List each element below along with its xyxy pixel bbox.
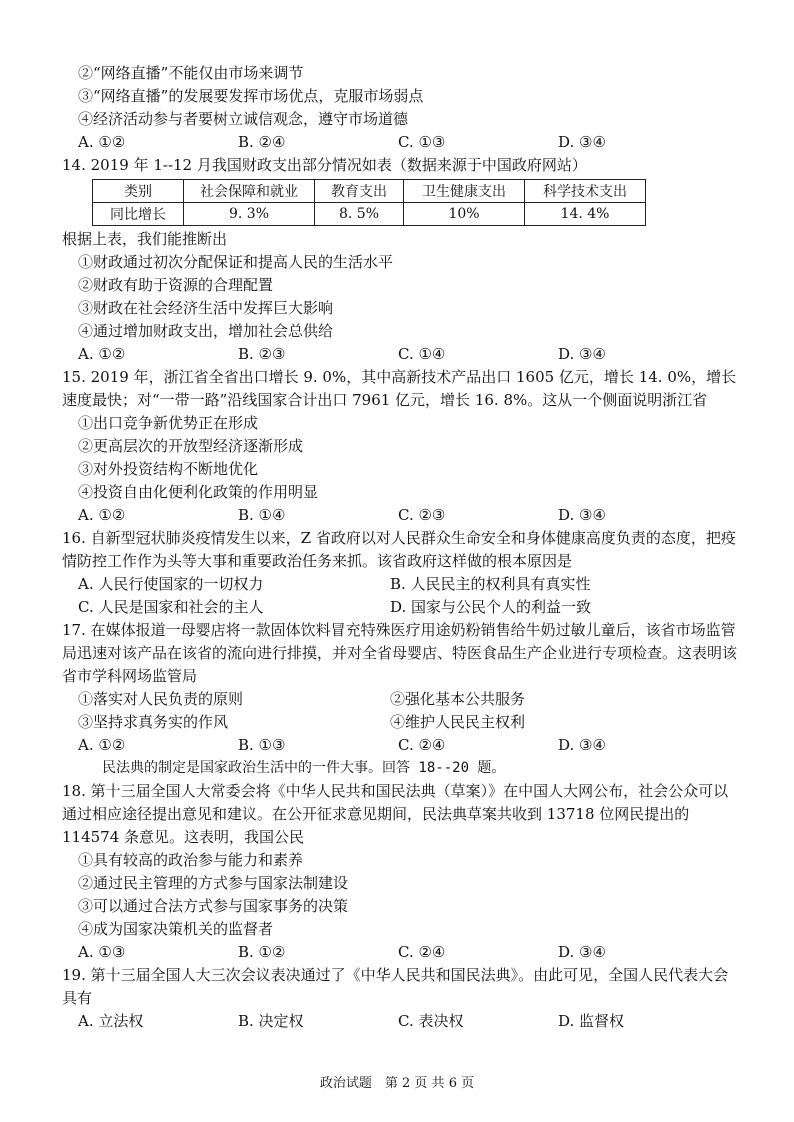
table-header: 卫生健康支出 xyxy=(404,180,525,203)
option-a: A. ①② xyxy=(78,736,126,754)
section-note: 民法典的制定是国家政治生活中的一件大事。回答 18--20 题。 xyxy=(102,760,506,776)
statements xyxy=(62,711,742,734)
table-cell: 10% xyxy=(404,203,525,226)
fiscal-table xyxy=(92,179,646,226)
question-stem: 18. 第十三届全国人大常委会将《中华人民共和国民法典（草案）》在中国人大网公布，社会公众可以通过相应途径提出意见和建议。在公开征求意见期间，民法典草案共收到 13718 位网民提出的 114574 条意见。这表明，我国公民 xyxy=(62,782,729,846)
question-stem: 19. 第十三届全国人大三次会议表决通过了《中华人民共和国民法典》。由此可见，全国人民代表大会具有 xyxy=(62,966,729,1007)
answer-options xyxy=(62,131,742,154)
option-c: C. 表决权 xyxy=(398,1012,464,1030)
statement: ②财政有助于资源的合理配置 xyxy=(78,276,274,294)
option-d: D. 国家与公民个人的利益一致 xyxy=(390,598,592,616)
question-stem: 17. 在媒体报道一母婴店将一款固体饮料冒充特殊医疗用途奶粉销售给牛奶过敏儿童后，该省市场监管局迅速对该产品在该省的流向进行排摸，并对全省母婴店、特医食品生产企业进行专项检查。这表明该省市学科网场监管局 xyxy=(62,621,738,685)
statement: ①具有较高的政治参与能力和素养 xyxy=(78,851,304,869)
question-stem: 15. 2019 年，浙江省全省出口增长 9. 0%，其中高新技术产品出口 1605 亿元，增长 14. 0%，增长速度最快；对“一带一路”沿线国家合计出口 7961 亿元，增长 16. 8%。这从一个侧面说明浙江省 xyxy=(62,368,737,409)
option-d: D. ③④ xyxy=(558,345,606,363)
option-b: B. ②④ xyxy=(238,133,286,151)
table-header: 社会保障和就业 xyxy=(184,180,315,203)
option-a: A. ①③ xyxy=(78,943,126,961)
answer-options xyxy=(62,734,742,757)
option-d: D. 监督权 xyxy=(558,1012,625,1030)
statement: ②更高层次的开放型经济逐渐形成 xyxy=(78,437,304,455)
answer-options xyxy=(62,504,742,527)
option-a: A. ①② xyxy=(78,506,126,524)
option-a: A. ①② xyxy=(78,133,126,151)
table-header: 科学技术支出 xyxy=(525,180,646,203)
statement: ②强化基本公共服务 xyxy=(390,690,526,708)
option-d: D. ③④ xyxy=(558,506,606,524)
option-a: A. 人民行使国家的一切权力 xyxy=(78,575,264,593)
answer-options xyxy=(62,573,742,596)
statement: ④经济活动参与者要树立诚信观念，遵守市场道德 xyxy=(78,110,409,128)
table-row xyxy=(93,203,646,226)
option-c: C. ①④ xyxy=(398,345,446,363)
table-cell: 9. 3% xyxy=(184,203,315,226)
question-lead: 根据上表，我们能推断出 xyxy=(62,230,228,248)
statement: ①财政通过初次分配保证和提高人民的生活水平 xyxy=(78,253,394,271)
option-b: B. ①④ xyxy=(238,506,286,524)
option-d: D. ③④ xyxy=(558,943,606,961)
statement: ③坚持求真务实的作风 xyxy=(78,713,229,731)
answer-options xyxy=(62,343,742,366)
answer-options xyxy=(62,1010,742,1033)
option-c: C. 人民是国家和社会的主人 xyxy=(78,598,264,616)
statement: ④维护人民民主权利 xyxy=(390,713,526,731)
table-header: 教育支出 xyxy=(315,180,404,203)
option-a: A. ①② xyxy=(78,345,126,363)
table-cell: 14. 4% xyxy=(525,203,646,226)
statement: ③可以通过合法方式参与国家事务的决策 xyxy=(78,897,349,915)
table-cell: 8. 5% xyxy=(315,203,404,226)
page-footer: 政治试题 第 2 页 共 6 页 xyxy=(319,1076,475,1091)
option-b: B. 人民民主的权利具有真实性 xyxy=(390,575,591,593)
answer-options xyxy=(62,596,742,619)
option-c: C. ①③ xyxy=(398,133,446,151)
option-c: C. ②④ xyxy=(398,736,446,754)
statement: ③“网络直播”的发展要发挥市场优点，克服市场弱点 xyxy=(78,87,424,105)
answer-options xyxy=(62,941,742,964)
option-c: C. ②③ xyxy=(398,506,446,524)
option-d: D. ③④ xyxy=(558,133,606,151)
statement: ②通过民主管理的方式参与国家法制建设 xyxy=(78,874,349,892)
option-b: B. ②③ xyxy=(238,345,286,363)
option-b: B. ①③ xyxy=(238,736,286,754)
statement: ③对外投资结构不断地优化 xyxy=(78,460,259,478)
option-a: A. 立法权 xyxy=(78,1012,144,1030)
statement: ①落实对人民负责的原则 xyxy=(78,690,244,708)
statement: ④投资自由化便利化政策的作用明显 xyxy=(78,483,319,501)
exam-page xyxy=(62,62,742,1033)
statement: ③财政在社会经济生活中发挥巨大影响 xyxy=(78,299,334,317)
statement: ①出口竞争新优势正在形成 xyxy=(78,414,259,432)
table-cell: 同比增长 xyxy=(93,203,184,226)
option-b: B. 决定权 xyxy=(238,1012,304,1030)
option-c: C. ②④ xyxy=(398,943,446,961)
statement: ④通过增加财政支出，增加社会总供给 xyxy=(78,322,334,340)
table-header: 类别 xyxy=(93,180,184,203)
statement: ②“网络直播”不能仅由市场来调节 xyxy=(78,64,304,82)
statement: ④成为国家决策机关的监督者 xyxy=(78,920,274,938)
option-d: D. ③④ xyxy=(558,736,606,754)
table-header-row xyxy=(93,180,646,203)
option-b: B. ①② xyxy=(238,943,286,961)
statements xyxy=(62,688,742,711)
question-stem: 16. 自新型冠状肺炎疫情发生以来，Z 省政府以对人民群众生命安全和身体健康高度负责的态度，把疫情防控工作作为头等大事和重要政治任务来抓。该省政府这样做的根本原因是 xyxy=(62,529,736,570)
question-stem: 14. 2019 年 1--12 月我国财政支出部分情况如表（数据来源于中国政府网站） xyxy=(62,156,587,174)
